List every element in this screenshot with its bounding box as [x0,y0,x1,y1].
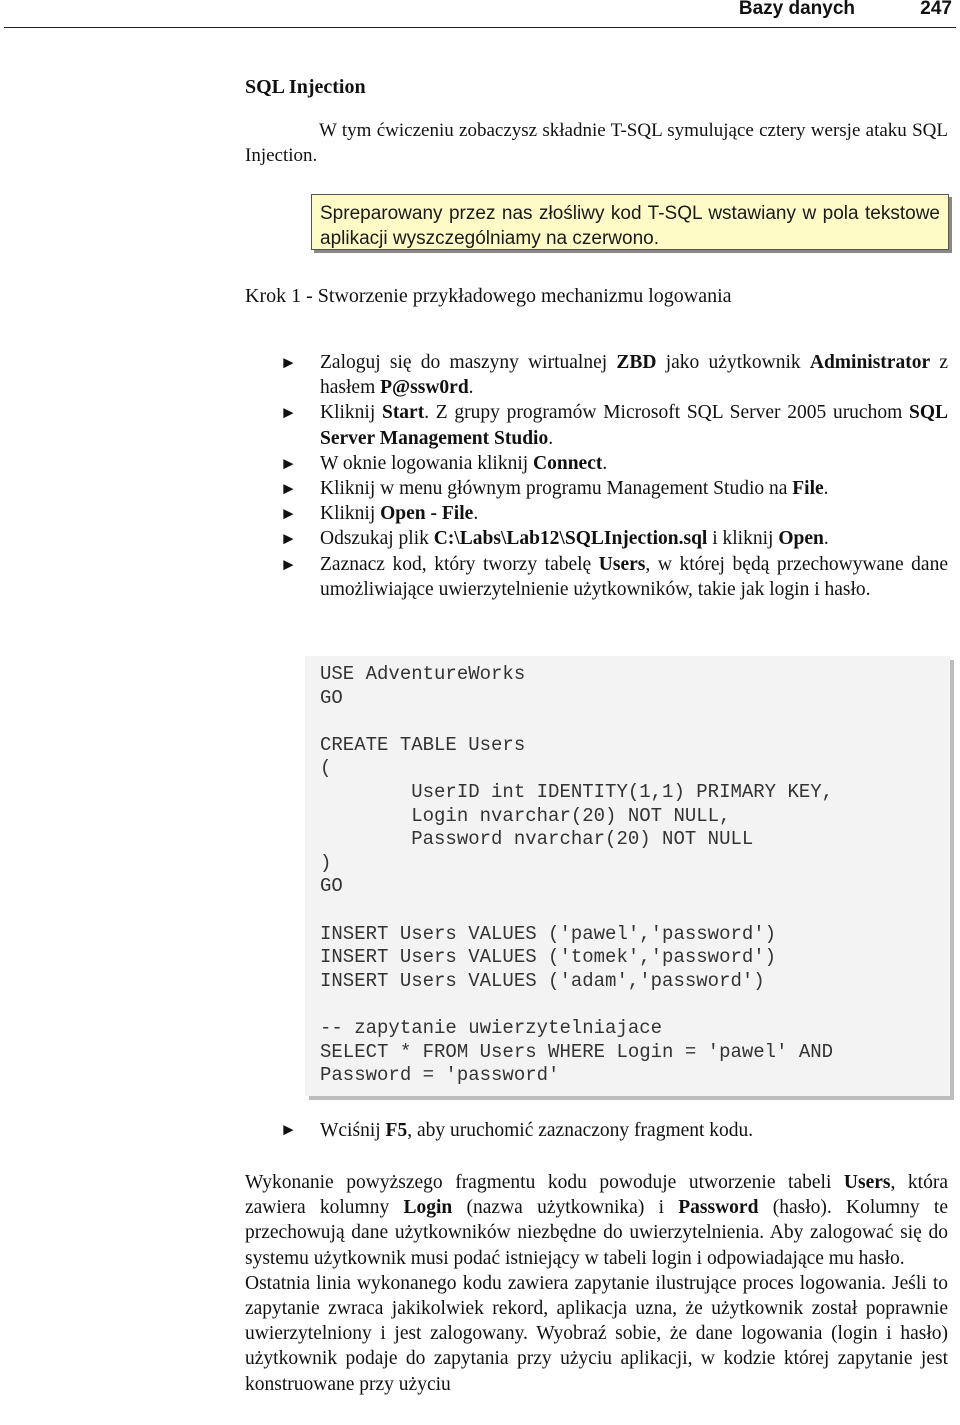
list-item: ► Zaloguj się do maszyny wirtualnej ZBD jako użytkownik Administrator z hasłem P@ssw0rd. [280,352,949,399]
bullet-icon: ► [280,529,297,549]
bullet-icon: ► [280,504,297,524]
body-text [245,1170,948,1397]
intro-paragraph: W tym ćwiczeniu zobaczysz składnie T-SQL symulujące cztery wersje ataku SQL Injection. [245,120,948,166]
page-number: 247 [920,0,952,19]
list-item: ► Kliknij w menu głównym programu Management Studio na File. [280,476,948,501]
list-item: ► Kliknij Open - File. [280,501,948,526]
bullet-icon: ► [280,479,297,499]
page-header [0,0,960,28]
bullet-icon: ► [280,1120,297,1139]
list-item: ► W oknie logowania kliknij Connect. [280,451,948,476]
list-item: ► Zaznacz kod, który tworzy tabelę Users, w której będą przechowywane dane umożliwiające uwierzytelnienie użytkowników, takie jak login i hasło. [280,553,948,600]
bullet-icon: ► [280,403,297,423]
code-text: USE AdventureWorks GO CREATE TABLE Users ( UserID int IDENTITY(1,1) PRIMARY KEY, Login nvarchar(20) NOT NULL, Password nvarchar(20) NOT NULL ) GO INSERT Users VALUES ('pawel','password') INSERT Users VALUES ('tomek','password') INSERT Users VALUES ('adam','password') -- zapytanie uwierzytelniajace SELECT * FROM Users WHERE Login = 'pawel' AND Password = 'password' [320,663,834,1087]
paragraph: Wykonanie powyższego fragmentu kodu powoduje utworzenie tabeli Users, która zawiera kolumny Login (nazwa użytkownika) i Password (hasło). Kolumny te przechowują dane użytkowników niezbędne do uwierzytelnienia. Aby zalogować się do systemu użytkownik musi podać istniejący w tabeli login i odpowiadające mu hasło. [245,1172,948,1269]
section-title: SQL Injection [245,76,366,98]
step-list [280,350,948,602]
paragraph: Ostatnia linia wykonanego kodu zawiera zapytanie ilustrujące proces logowania. Jeśli to zapytanie zwraca jakikolwiek rekord, aplikacja uzna, że użytkownik został poprawnie uwierzytelniony i jest zalogowany. Wyobraź sobie, że dane logowania (login i hasło) użytkownik podaje do zapytania przy użyciu aplikacji, w kodzie której zapytanie jest konstruowane przy użyciu [245,1272,948,1395]
code-block [305,656,950,1096]
header-rule [4,27,956,28]
list-item: ► Kliknij Start. Z grupy programów Microsoft SQL Server 2005 uruchom SQL Server Management Studio. [280,402,948,449]
header-section-title: Bazy danych [738,0,855,19]
bullet-icon: ► [280,554,297,574]
bullet-icon: ► [280,353,297,372]
list-item: ► Odszukaj plik C:\Labs\Lab12\SQLInjection.sql i kliknij Open. [280,526,948,551]
step-heading: Krok 1 - Stworzenie przykładowego mechanizmu logowania [245,285,732,307]
bullet-icon: ► [280,453,297,473]
note-box: Spreparowany przez nas złośliwy kod T-SQL wstawiany w pola tekstowe aplikacji wyszczególniamy na czerwono. [311,194,949,250]
